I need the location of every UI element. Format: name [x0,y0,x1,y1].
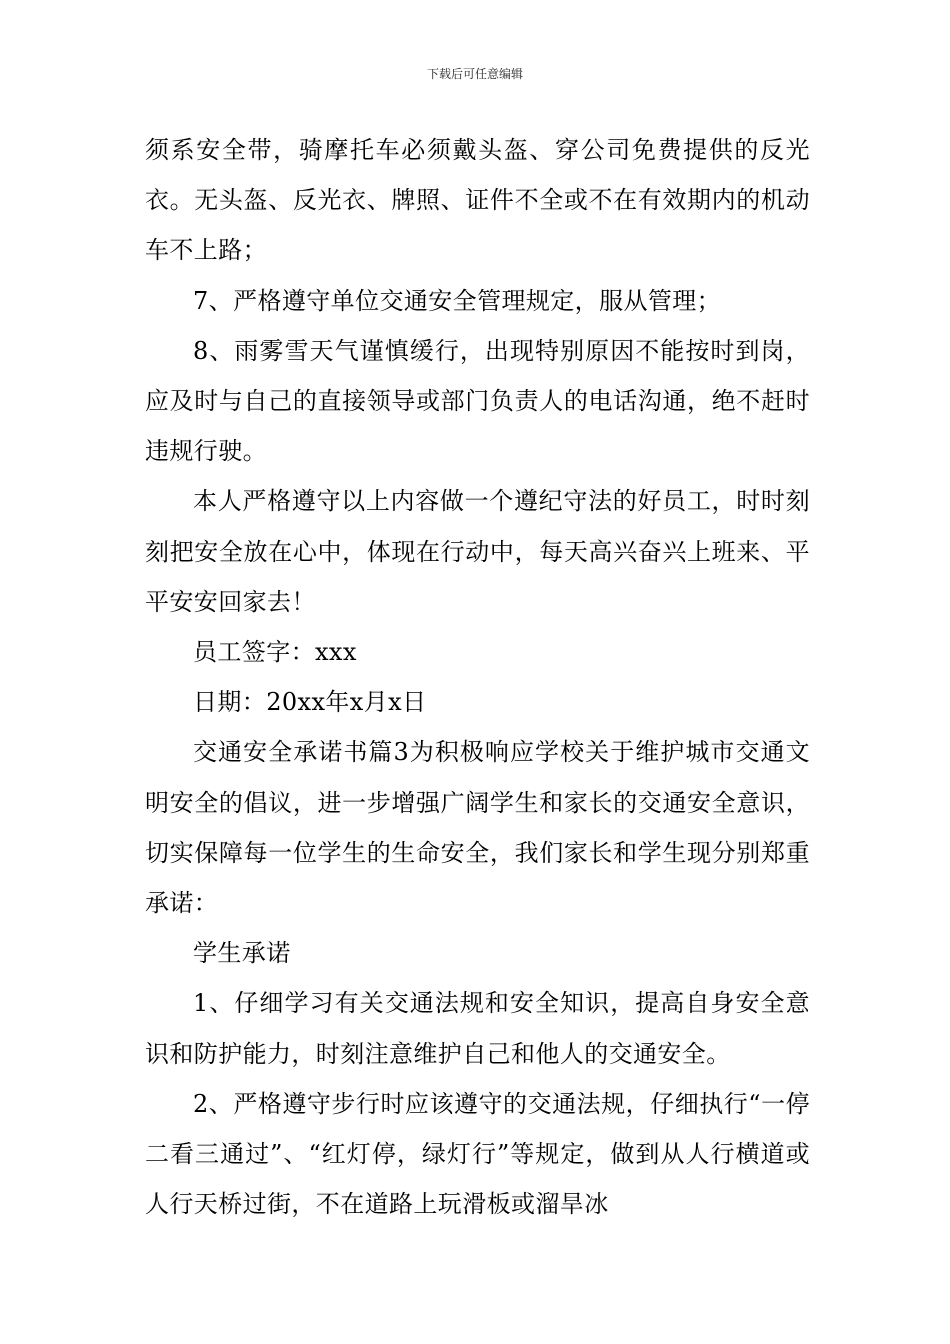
paragraph-2: 7、严格遵守单位交通安全管理规定，服从管理； [193,286,722,315]
page-header: 下载后可任意编辑 [426,67,523,81]
paragraph-10: 2、严格遵守步行时应该遵守的交通法规，仔细执行“一停二看三通过”、“红灯停，绿灯行”等规定，做到从人行横道或人行天桥过街，不在道路上玩滑板或溜旱冰 [145,1089,810,1219]
signature-line: 员工签字：xxx [193,638,357,667]
section-heading-student: 学生承诺 [193,939,291,968]
document-body [145,125,810,1229]
paragraph-4: 本人严格遵守以上内容做一个遵纪守法的好员工，时时刻刻把安全放在心中，体现在行动中，每天高兴奋兴上班来、平平安安回家去！ [145,487,810,616]
paragraph-9: 1、仔细学习有关交通法规和安全知识，提高自身安全意识和防护能力，时刻注意维护自己和他人的交通安全。 [145,989,810,1068]
date-line: 日期：20xx年x月x日 [193,688,427,717]
paragraph-1: 须系安全带，骑摩托车必须戴头盔、穿公司免费提供的反光衣。无头盔、反光衣、牌照、证件不全或不在有效期内的机动车不上路； [145,136,810,265]
paragraph-7: 交通安全承诺书篇3为积极响应学校关于维护城市交通文明安全的倡议，进一步增强广阔学生和家长的交通安全意识，切实保障每一位学生的生命安全，我们家长和学生现分别郑重承诺： [145,738,810,918]
paragraph-3: 8、雨雾雪天气谨慎缓行，出现特别原因不能按时到岗，应及时与自己的直接领导或部门负责人的电话沟通，绝不赶时违规行驶。 [145,336,810,466]
